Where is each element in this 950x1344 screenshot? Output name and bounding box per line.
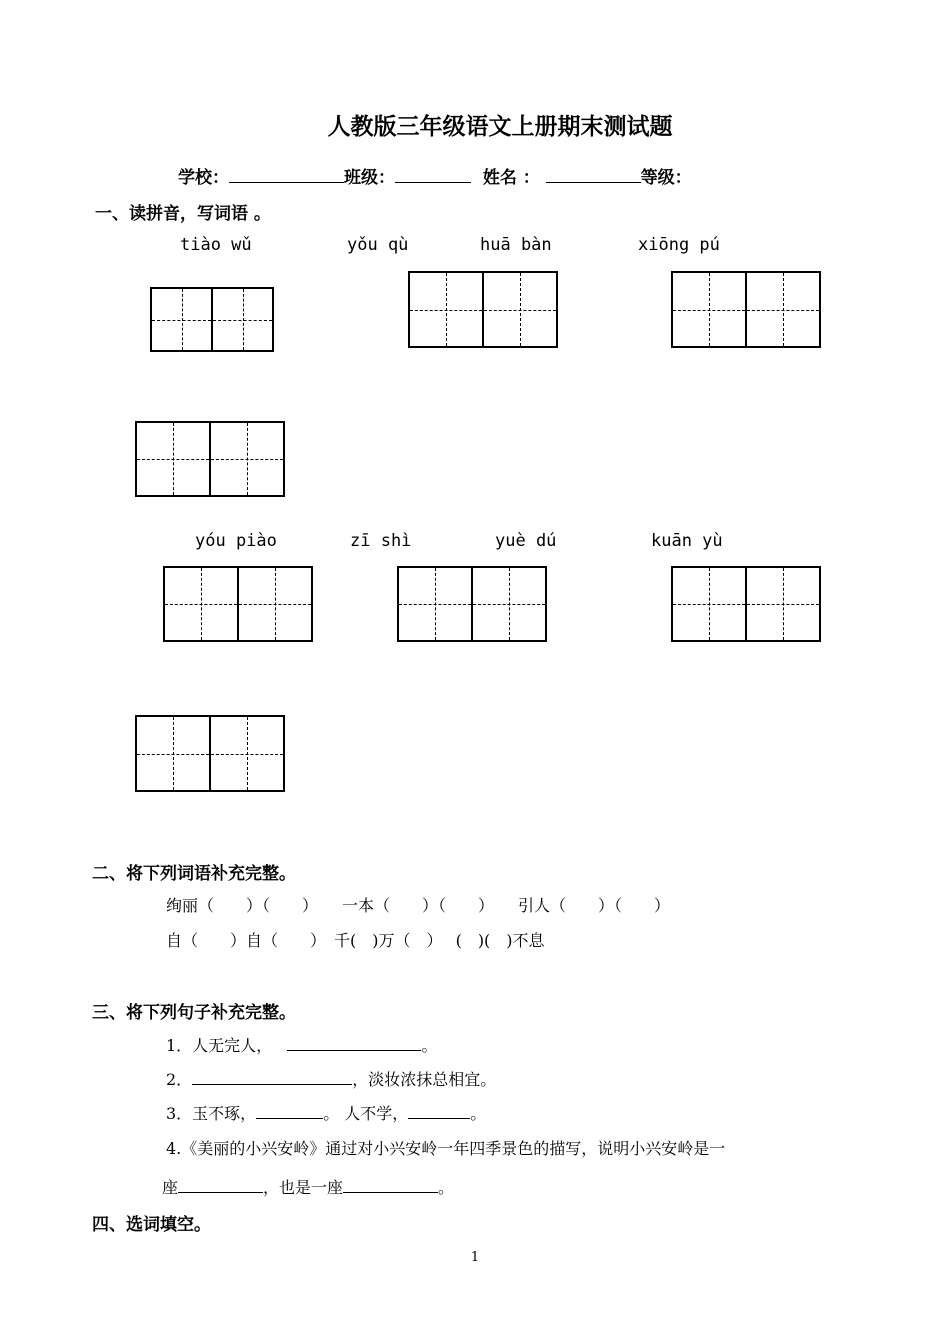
sentence-4-text-b: ，也是一座 — [263, 1178, 344, 1197]
school-label: 学校： — [178, 168, 229, 188]
pinyin-2: yǒu qù — [347, 235, 409, 255]
name-label: 姓名 ： — [482, 168, 540, 188]
class-blank[interactable] — [395, 166, 471, 183]
grade-label: 等级： — [640, 168, 692, 188]
sentence-4-text-a: 座 — [162, 1178, 179, 1197]
fill-words-line-2: 自（ ）自（ ） 千( )万（ ） ( )( )不息 — [166, 931, 545, 950]
pinyin-5: yóu piào — [195, 531, 277, 551]
pinyin-4: xiōng pú — [638, 235, 720, 255]
student-info-line — [178, 163, 692, 188]
sentence-1-end: 。 — [421, 1036, 438, 1055]
sentence-2-number: 2． — [166, 1070, 193, 1089]
page-number: 1 — [470, 1250, 480, 1265]
writing-grid-7[interactable] — [671, 566, 821, 642]
writing-grid-1[interactable] — [150, 287, 274, 352]
pinyin-8: kuān yù — [651, 531, 723, 551]
sentence-1 — [166, 1033, 437, 1056]
sentence-2-blank[interactable] — [192, 1069, 352, 1085]
sentence-4-blank-2[interactable] — [343, 1177, 438, 1193]
writing-grid-2[interactable] — [408, 271, 558, 348]
pinyin-7: yuè dú — [495, 531, 557, 551]
sentence-1-blank[interactable] — [287, 1035, 421, 1051]
school-blank[interactable] — [229, 166, 344, 183]
section1-heading: 一、读拼音，写词语 。 — [95, 204, 271, 224]
sentence-4-blank-1[interactable] — [178, 1177, 263, 1193]
section4-heading: 四、选词填空。 — [92, 1215, 211, 1235]
sentence-1-text: 1．人无完人， — [166, 1036, 273, 1055]
writing-grid-3[interactable] — [671, 271, 821, 348]
writing-grid-8[interactable] — [135, 715, 285, 792]
fill-words-line-1: 绚丽（ ）（ ） 一本（ ）（ ） 引人（ ）（ ） — [166, 896, 671, 915]
sentence-4-line-2 — [162, 1175, 454, 1198]
pinyin-6: zī shì — [350, 531, 412, 551]
sentence-3 — [166, 1101, 486, 1124]
writing-grid-5[interactable] — [163, 566, 313, 642]
name-blank[interactable] — [546, 166, 641, 183]
page-title: 人教版三年级语文上册期末测试题 — [327, 113, 673, 140]
sentence-4-line-1: 4.《美丽的小兴安岭》通过对小兴安岭一年四季景色的描写，说明小兴安岭是一 — [166, 1139, 726, 1158]
sentence-3-text-a: 3．玉不琢， — [166, 1104, 257, 1123]
sentence-3-blank-2[interactable] — [408, 1103, 470, 1119]
sentence-2 — [166, 1067, 496, 1090]
pinyin-3: huā bàn — [480, 235, 552, 255]
sentence-4-end: 。 — [438, 1178, 455, 1197]
section3-heading: 三、将下列句子补充完整。 — [92, 1003, 296, 1023]
section2-heading: 二、将下列词语补充完整。 — [92, 864, 296, 884]
sentence-2-text: ，淡妆浓抹总相宜。 — [352, 1070, 497, 1089]
sentence-3-end: 。 — [470, 1104, 487, 1123]
writing-grid-4[interactable] — [135, 421, 285, 497]
sentence-3-text-b: 。 人不学， — [323, 1104, 409, 1123]
writing-grid-6[interactable] — [397, 566, 547, 642]
class-label: 班级： — [344, 168, 395, 188]
sentence-3-blank-1[interactable] — [256, 1103, 323, 1119]
pinyin-1: tiào wǔ — [180, 235, 252, 255]
